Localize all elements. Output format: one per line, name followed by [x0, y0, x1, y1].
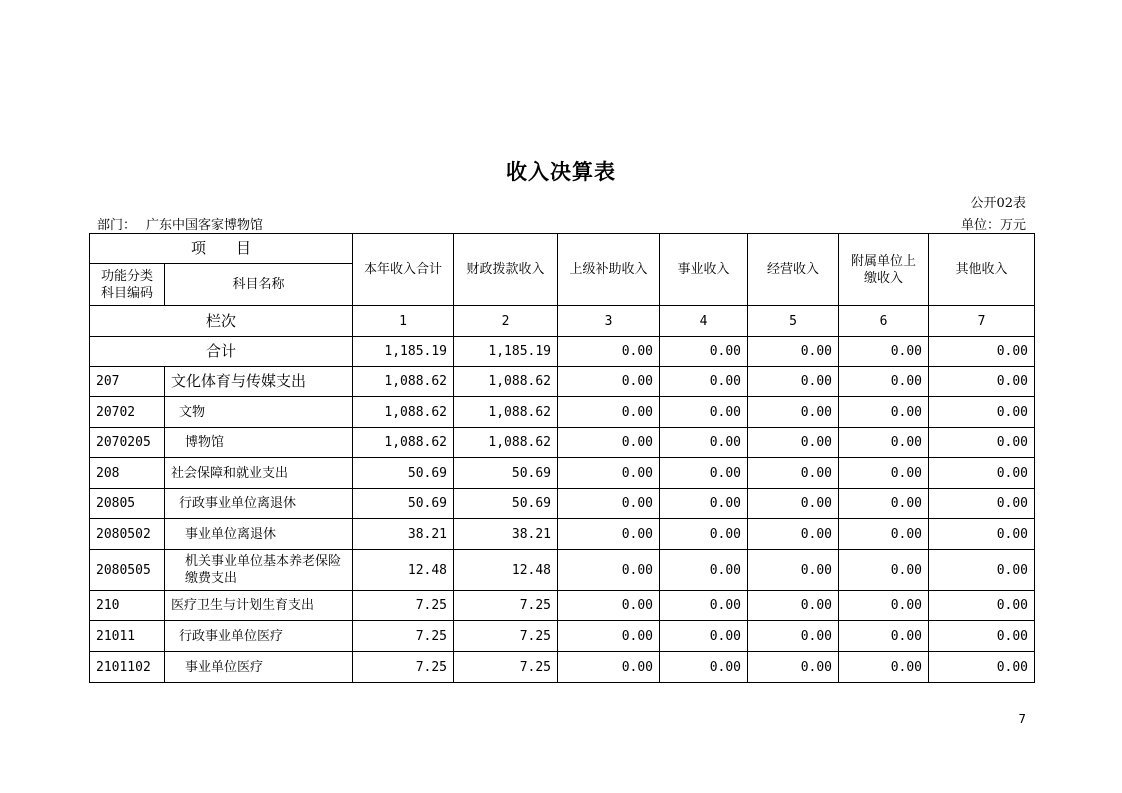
value-cell: 0.00	[558, 591, 660, 621]
value-cell: 0.00	[839, 458, 929, 489]
value-cell: 0.00	[929, 367, 1035, 397]
value-cell: 0.00	[748, 337, 839, 367]
total-label: 合计	[90, 337, 353, 367]
name-cell: 社会保障和就业支出	[165, 458, 353, 489]
value-cell: 7.25	[353, 621, 454, 652]
value-cell: 50.69	[353, 458, 454, 489]
table-row	[90, 591, 1035, 621]
value-cell: 1,088.62	[454, 397, 558, 428]
value-cell: 0.00	[839, 621, 929, 652]
header-item: 项 目	[90, 234, 353, 264]
seq-cell: 2	[454, 306, 558, 337]
seq-label: 栏次	[90, 306, 353, 337]
table-row	[90, 550, 1035, 591]
value-cell: 0.00	[929, 550, 1035, 591]
code-cell: 2101102	[90, 652, 165, 683]
name-cell: 文化体育与传媒支出	[165, 367, 353, 397]
value-cell: 0.00	[748, 519, 839, 550]
header-col-6: 附属单位上缴收入	[839, 234, 929, 306]
value-cell: 0.00	[558, 367, 660, 397]
value-cell: 0.00	[929, 591, 1035, 621]
header-col-3: 上级补助收入	[558, 234, 660, 306]
value-cell: 1,088.62	[454, 367, 558, 397]
value-cell: 0.00	[558, 337, 660, 367]
code-cell: 210	[90, 591, 165, 621]
form-number: 公开02表	[970, 196, 1026, 211]
value-cell: 0.00	[839, 367, 929, 397]
value-cell: 0.00	[839, 591, 929, 621]
value-cell: 0.00	[748, 397, 839, 428]
header-col-2: 财政拨款收入	[454, 234, 558, 306]
value-cell: 0.00	[558, 397, 660, 428]
value-cell: 0.00	[660, 367, 748, 397]
table-row	[90, 489, 1035, 519]
value-cell: 0.00	[748, 591, 839, 621]
value-cell: 0.00	[660, 337, 748, 367]
value-cell: 38.21	[454, 519, 558, 550]
value-cell: 0.00	[660, 458, 748, 489]
name-cell: 事业单位医疗	[165, 652, 353, 683]
name-cell: 机关事业单位基本养老保险缴费支出	[165, 550, 353, 591]
department-label: 部门：	[97, 218, 137, 233]
header-func-code: 功能分类科目编码	[90, 264, 165, 306]
seq-cell: 6	[839, 306, 929, 337]
value-cell: 0.00	[660, 591, 748, 621]
value-cell: 1,088.62	[353, 397, 454, 428]
value-cell: 0.00	[558, 652, 660, 683]
value-cell: 0.00	[839, 397, 929, 428]
value-cell: 1,185.19	[353, 337, 454, 367]
value-cell: 50.69	[454, 489, 558, 519]
value-cell: 0.00	[748, 652, 839, 683]
value-cell: 0.00	[748, 621, 839, 652]
name-cell: 行政事业单位离退休	[165, 489, 353, 519]
value-cell: 0.00	[929, 458, 1035, 489]
value-cell: 0.00	[558, 489, 660, 519]
header-col-5: 经营收入	[748, 234, 839, 306]
value-cell: 12.48	[454, 550, 558, 591]
value-cell: 0.00	[660, 652, 748, 683]
value-cell: 7.25	[454, 621, 558, 652]
table-row	[90, 652, 1035, 683]
name-cell: 文物	[165, 397, 353, 428]
value-cell: 0.00	[748, 367, 839, 397]
total-row	[90, 337, 1035, 367]
code-cell: 207	[90, 367, 165, 397]
value-cell: 0.00	[839, 550, 929, 591]
value-cell: 0.00	[558, 550, 660, 591]
value-cell: 0.00	[839, 519, 929, 550]
seq-cell: 5	[748, 306, 839, 337]
value-cell: 0.00	[839, 337, 929, 367]
value-cell: 0.00	[660, 428, 748, 458]
code-cell: 2080502	[90, 519, 165, 550]
header-subject-name: 科目名称	[165, 264, 353, 306]
value-cell: 0.00	[748, 489, 839, 519]
value-cell: 1,185.19	[454, 337, 558, 367]
header-col-1: 本年收入合计	[353, 234, 454, 306]
name-cell: 医疗卫生与计划生育支出	[165, 591, 353, 621]
department	[97, 214, 263, 233]
value-cell: 0.00	[660, 519, 748, 550]
value-cell: 0.00	[660, 397, 748, 428]
table-row	[90, 367, 1035, 397]
value-cell: 0.00	[839, 652, 929, 683]
value-cell: 0.00	[748, 428, 839, 458]
value-cell: 50.69	[353, 489, 454, 519]
value-cell: 0.00	[929, 397, 1035, 428]
value-cell: 7.25	[454, 652, 558, 683]
value-cell: 0.00	[839, 428, 929, 458]
value-cell: 0.00	[558, 458, 660, 489]
value-cell: 0.00	[929, 621, 1035, 652]
name-cell: 事业单位离退休	[165, 519, 353, 550]
value-cell: 38.21	[353, 519, 454, 550]
name-cell: 行政事业单位医疗	[165, 621, 353, 652]
seq-cell: 4	[660, 306, 748, 337]
table-row	[90, 397, 1035, 428]
value-cell: 12.48	[353, 550, 454, 591]
header-col-4: 事业收入	[660, 234, 748, 306]
code-cell: 208	[90, 458, 165, 489]
value-cell: 0.00	[660, 621, 748, 652]
code-cell: 21011	[90, 621, 165, 652]
value-cell: 7.25	[353, 591, 454, 621]
value-cell: 0.00	[660, 489, 748, 519]
header-col-7: 其他收入	[929, 234, 1035, 306]
value-cell: 0.00	[929, 519, 1035, 550]
value-cell: 7.25	[454, 591, 558, 621]
code-cell: 20805	[90, 489, 165, 519]
table-row	[90, 458, 1035, 489]
seq-cell: 1	[353, 306, 454, 337]
value-cell: 0.00	[929, 337, 1035, 367]
value-cell: 0.00	[929, 428, 1035, 458]
table-row	[90, 519, 1035, 550]
value-cell: 0.00	[558, 621, 660, 652]
seq-cell: 3	[558, 306, 660, 337]
code-cell: 2070205	[90, 428, 165, 458]
value-cell: 0.00	[929, 489, 1035, 519]
value-cell: 0.00	[839, 489, 929, 519]
seq-cell: 7	[929, 306, 1035, 337]
value-cell: 1,088.62	[353, 367, 454, 397]
code-cell: 20702	[90, 397, 165, 428]
page-number: 7	[1018, 712, 1026, 726]
table-row	[90, 428, 1035, 458]
value-cell: 0.00	[558, 428, 660, 458]
value-cell: 1,088.62	[353, 428, 454, 458]
page-title: 收入决算表	[506, 159, 616, 184]
code-cell: 2080505	[90, 550, 165, 591]
value-cell: 0.00	[748, 458, 839, 489]
value-cell: 7.25	[353, 652, 454, 683]
value-cell: 1,088.62	[454, 428, 558, 458]
value-cell: 0.00	[748, 550, 839, 591]
department-name: 广东中国客家博物馆	[146, 218, 264, 233]
unit-label: 单位：万元	[960, 218, 1026, 233]
value-cell: 0.00	[929, 652, 1035, 683]
value-cell: 50.69	[454, 458, 558, 489]
value-cell: 0.00	[558, 519, 660, 550]
value-cell: 0.00	[660, 550, 748, 591]
table-row	[90, 621, 1035, 652]
income-table	[89, 233, 1035, 683]
name-cell: 博物馆	[165, 428, 353, 458]
